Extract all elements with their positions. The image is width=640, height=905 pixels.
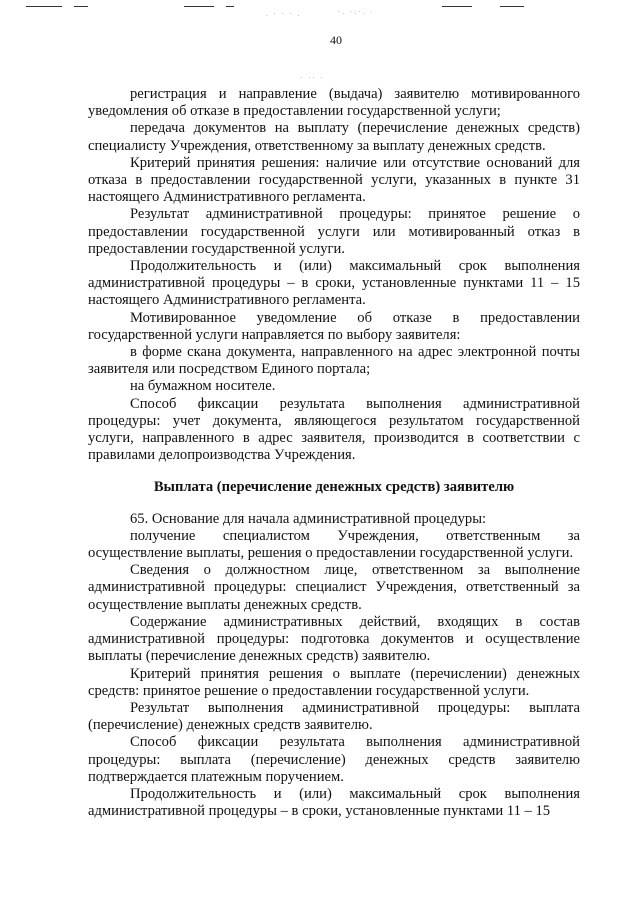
paragraph: на бумажном носителе. — [130, 378, 276, 395]
paragraph: передача документов на выплату (перечисление денежных средств) специалисту Учреждения, ответственному за выплату денежных средств. — [88, 120, 580, 154]
paragraph: Сведения о должностном лице, ответственном за выполнение административной процедуры: специалист Учреждения, ответственный за осуществление выплаты денежных средств. — [88, 562, 580, 613]
section-heading: Выплата (перечисление денежных средств) заявителю — [153, 479, 515, 496]
paragraph: Критерий принятия решения: наличие или отсутствие оснований для отказа в предоставлении государственной услуги, указанных в пункте 31 настоящего Административного регламента. — [88, 154, 580, 206]
paragraph: получение специалистом Учреждения, ответственным за осуществление выплаты, решения о предоставлении государственной услуги. — [88, 527, 580, 562]
paragraph: 65. Основание для начала административной процедуры: — [130, 510, 487, 527]
scan-artifact-line — [26, 6, 62, 7]
document-body — [88, 86, 580, 820]
paragraph: регистрация и направление (выдача) заявителю мотивированного уведомления об отказе в предоставлении государственной услуги; — [88, 86, 580, 120]
scan-artifact-line — [226, 6, 234, 7]
paragraph: Продолжительность и (или) максимальный срок выполнения административной процедуры – в сроки, установленные пунктами 11 – 15 настоящего Административного регламента. — [88, 258, 580, 309]
paragraph: Результат административной процедуры: принятое решение о предоставлении государственной услуги или мотивированный отказ в предоставлении государственной услуги. — [88, 206, 580, 257]
paragraph: Мотивированное уведомление об отказе в предоставлении государственной услуги направляется по выбору заявителя: — [88, 309, 580, 343]
paragraph: Способ фиксации результата выполнения административной процедуры: учет документа, являющегося результатом государственной услуги, направленного в адрес заявителя, производится в соответствии с правилами делопроизводства Учреждения. — [88, 395, 580, 464]
page-number: 40 — [330, 33, 342, 47]
scan-artifact-line — [184, 6, 214, 7]
scan-artifact-line — [500, 6, 524, 7]
paragraph: Продолжительность и (или) максимальный срок выполнения административной процедуры – в сроки, установленные пунктами 11 – 15 — [88, 785, 580, 820]
paragraph: Способ фиксации результата выполнения административной процедуры: выплата (перечисление) денежных средств заявителю подтверждается платежным поручением. — [88, 734, 580, 785]
paragraph: Критерий принятия решения о выплате (перечислении) денежных средств: принятое решение о предоставлении государственной услуги. — [88, 665, 580, 699]
paragraph: в форме скана документа, направленного на адрес электронной почты заявителя или посредством Единого портала; — [88, 344, 580, 378]
scan-artifact-line — [74, 6, 88, 7]
paragraph: Результат выполнения административной процедуры: выплата (перечисление) денежных средств заявителю. — [88, 699, 580, 734]
scan-noise: ·. ·:·. · — [338, 8, 375, 16]
paragraph: Содержание административных действий, входящих в состав административной процедуры: подготовка документов и осуществление выплаты (перечисление денежных средств) заявителю. — [88, 613, 580, 665]
scan-noise: . · · · . — [266, 10, 302, 18]
scan-artifact-line — [442, 6, 472, 7]
scan-noise: · ·· · — [300, 74, 325, 82]
